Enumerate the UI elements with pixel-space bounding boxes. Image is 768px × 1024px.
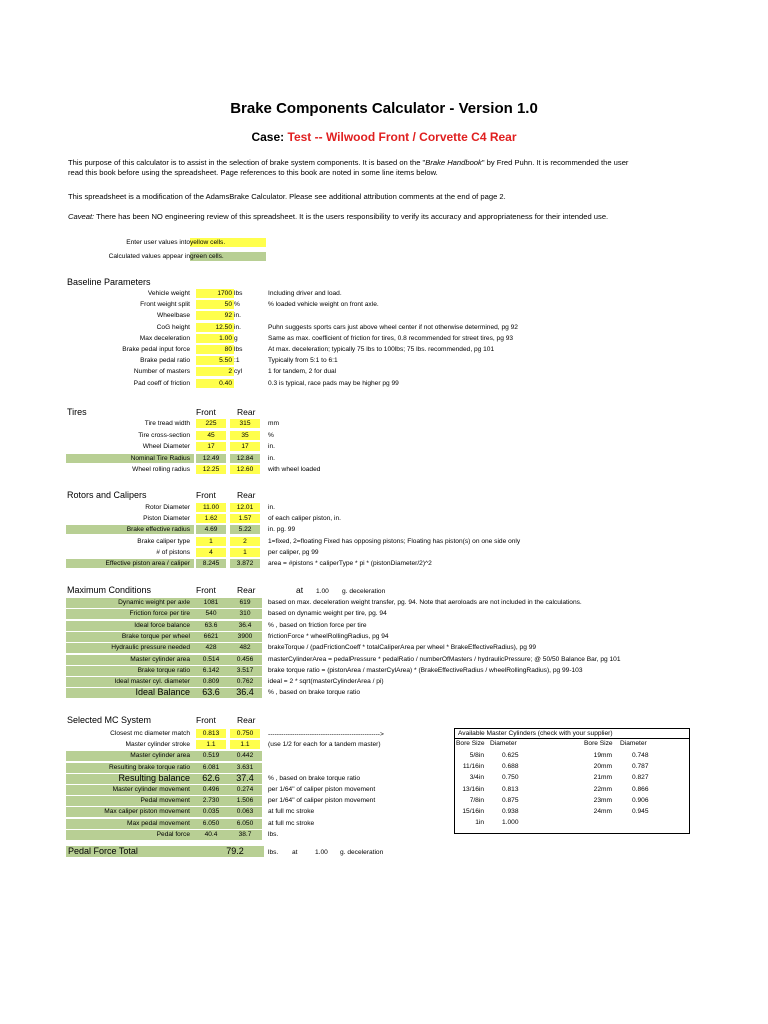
param-label: Max deceleration [139,334,190,342]
rotors-rear-header: Rear [237,490,256,500]
mc-bore-left: 15/16in [462,808,484,815]
maxcond-front-value: 428 [205,644,217,652]
mc-table-title: Available Master Cylinders (check with your supplier) [458,730,613,737]
param-note: Puhn suggests sports cars just above wheel center if not otherwise determined, pg 92 [268,323,518,331]
param-note: 0.3 is typical, race pads may be higher pg 99 [268,379,399,387]
mc-dia-left: 0.938 [502,808,519,815]
param-label: Brake pedal ratio [140,357,190,365]
mc-header-bore-left: Bore Size [456,740,485,747]
param-note: % loaded vehicle weight on front axle. [268,301,379,309]
caveat-text: There has been NO engineering review of this spreadsheet. It is the users responsibility to verify its accuracy and appropriateness for their intended use. [94,212,609,221]
param-unit: cyl [234,368,243,376]
selected-rear-header: Rear [237,715,256,725]
maxcond-note: based on max. deceleration weight transfer, pg. 94. Note that aeroloads are not included in the calculations. [268,599,582,606]
tire-label: Tire cross-section [138,431,190,439]
param-unit: in. [234,323,241,331]
tire-unit: in. [268,443,275,450]
tire-rear-value: 12.84 [230,454,260,463]
maxcond-decel-unit: g. deceleration [342,588,386,595]
maxcond-label: Brake torque ratio [137,666,190,674]
param-unit: % [234,301,240,309]
case-value: Test -- Wilwood Front / Corvette C4 Rear [287,130,517,144]
mc-bore-left: 3/4in [469,774,484,782]
rotors-heading: Rotors and Calipers [67,490,147,500]
caveat-paragraph [68,212,608,222]
param-note: Typically from 5:1 to 6:1 [268,357,338,365]
mc-dia-left: 0.750 [502,774,519,782]
maxcond-rear-value: 36.4 [238,621,252,629]
mc-bore-left: 11/16in [462,763,484,771]
mc-header-bore-right: Bore Size [584,740,613,747]
maxcond-note: % , based on friction force per tire [268,621,367,629]
maxcond-rear-header: Rear [237,585,256,595]
rotor-label: Piston Diameter [143,515,190,523]
maxcond-front-header: Front [196,585,216,595]
maxcond-label: Master cylinder area [130,655,190,663]
param-note: 1 for tandem, 2 for dual [268,368,337,376]
maxcond-front-value: 63.6 [204,621,218,629]
param-label: Number of masters [133,368,190,376]
maxcond-front-value: 6.142 [202,666,220,674]
rotor-front-value: 4 [196,548,226,557]
rotor-rear-value: 12.01 [230,503,260,512]
mc-header-dia-left: Diameter [490,740,517,747]
maxcond-rear-value: 3900 [237,632,253,640]
rotor-rear-value: 2 [230,537,260,546]
tire-label: Wheel Diameter [142,443,190,450]
param-label: Front weight split [140,301,190,309]
pedal-total-at: at [292,849,298,856]
selected-rear-value: 3.631 [230,763,260,772]
param-label: CoG height [156,323,190,331]
selected-front-value: 0.519 [196,751,226,760]
selected-note: per 1/64" of caliper piston movement [268,797,376,805]
rotor-unit: 1=fixed, 2=floating Fixed has opposing pistons; Floating has piston(s) on one side only [268,537,521,545]
selected-rear-value: 37.4 [230,774,260,783]
mc-bore-left: 7/8in [469,796,484,804]
selected-front-value: 6.050 [196,819,226,828]
selected-heading: Selected MC System [67,715,152,725]
param-value: 12.50 [196,323,234,332]
rotor-front-value: 11.00 [196,503,226,512]
param-note: Including driver and load. [268,290,342,297]
mc-bore-right: 20mm [593,763,612,771]
intro-text-b: " by Fred Puhn. It is recommended the user [481,158,629,167]
tire-unit: in. [268,454,275,462]
selected-note: per 1/64" of caliper piston movement [268,786,376,793]
selected-label: Closest mc diameter match [110,730,190,737]
maxcond-front-value: 0.514 [202,655,220,663]
mc-dia-left: 0.625 [502,752,519,759]
selected-rear-value: 0.274 [230,785,260,794]
rotor-label: # of pistons [156,548,190,556]
maxcond-note: masterCylinderArea = pedalPressure * pedalRatio / numberOfMasters / hydraulicPressure; @ 50/50 Balance Bar, pg 101 [268,655,621,663]
tire-label: Nominal Tire Radius [130,454,190,462]
maxcond-note: brakeTorque / (padFrictionCoeff * totalCaliperArea per wheel * BrakeEffectiveRadius), pg 99 [268,644,537,652]
selected-rear-value: 0.063 [230,807,260,816]
rotor-rear-value: 3.872 [230,559,260,568]
rotors-front-header: Front [196,490,216,500]
rotor-label: Brake caliper type [137,537,190,545]
maxcond-rear-value: 619 [239,599,251,606]
mc-dia-left: 0.688 [502,763,519,771]
legend-green-cell: green cells. [190,252,266,261]
maxcond-note: % , based on brake torque ratio [268,689,361,697]
param-note: At max. deceleration; typically 75 lbs to 100lbs; 75 lbs. recommended, pg 101 [268,346,495,353]
selected-label: Pedal force [156,830,190,838]
selected-note: lbs. [268,830,279,838]
selected-label: Max pedal movement [126,819,190,827]
maxcond-front-value: 0.809 [202,678,220,686]
param-unit: lbs [234,290,243,297]
maxcond-rear-value: 0.456 [236,655,254,663]
selected-front-value: 2.730 [196,796,226,805]
mc-table-divider [454,738,690,739]
param-value: 1.00 [196,334,234,343]
maxcond-note: ideal = 2 * sqrt(masterCylinderArea / pi) [268,678,384,686]
mc-dia-right: 0.827 [632,774,649,782]
tire-rear-value: 17 [230,442,260,451]
param-note: Same as max. coefficient of friction for tires, 0.8 recommended for street tires, pg 93 [268,334,514,342]
rotor-rear-value: 5.22 [230,525,260,534]
caveat-label: Caveat: [68,212,95,221]
tires-front-header: Front [196,407,216,417]
selected-note: % , based on brake torque ratio [268,774,361,782]
mc-dia-right: 0.945 [632,808,649,815]
intro-text-a: This purpose of this calculator is to assist in the selection of brake system components. It is based on the " [68,158,426,167]
param-unit: :1 [234,357,240,365]
tire-front-value: 12.49 [196,454,226,463]
legend-yellow-cell: yellow cells. [190,238,266,247]
maxcond-rear-value: 310 [239,610,251,618]
tire-front-value: 17 [196,442,226,451]
mc-dia-right: 0.866 [632,785,649,793]
selected-label: Max caliper piston movement [104,808,190,816]
param-value: 0.40 [196,379,234,388]
rotor-front-value: 8.245 [196,559,226,568]
param-value: 80 [196,345,234,354]
maxcond-rear-value: 36.4 [236,687,254,698]
case-line [0,130,768,144]
mc-dia-left: 1.000 [502,819,519,827]
rotor-front-value: 1 [196,537,226,546]
selected-rear-value: 0.442 [230,751,260,760]
rotor-unit: of each caliper piston, in. [268,515,341,523]
mc-bore-right: 23mm [593,796,612,804]
maxcond-front-value: 63.6 [202,687,220,698]
mc-dia-right: 0.748 [632,752,649,759]
maxcond-label: Ideal master cyl. diameter [114,678,190,686]
tires-rear-header: Rear [237,407,256,417]
attribution-paragraph: This spreadsheet is a modification of the AdamsBrake Calculator. Please see additional attribution comments at the end of page 2. [68,192,506,201]
tire-label: Tire tread width [144,420,190,427]
selected-front-value: 0.035 [196,807,226,816]
maxcond-at: at [296,585,304,595]
selected-label: Resulting balance [118,772,190,783]
book-title: Brake Handbook [425,158,482,167]
mc-dia-left: 0.875 [502,796,519,804]
page-title: Brake Components Calculator - Version 1.0 [230,100,538,117]
mc-dia-left: 0.813 [502,785,519,793]
selected-rear-value: 6.050 [230,819,260,828]
maxcond-label: Hydraulic pressure needed [111,644,190,652]
selected-note: at full mc stroke [268,819,315,827]
tire-front-value: 225 [196,419,226,428]
selected-note: at full mc stroke [268,808,315,816]
selected-label: Master cylinder stroke [125,741,190,749]
mc-bore-right: 22mm [593,785,612,793]
rotor-rear-value: 1 [230,548,260,557]
rotor-label: Rotor Diameter [145,504,190,511]
selected-front-value: 0.496 [196,785,226,794]
case-label: Case: [251,130,285,144]
maxcond-rear-value: 3.517 [236,666,254,674]
maxcond-front-value: 540 [205,610,217,618]
pedal-total-value: 79.2 [226,846,244,856]
rotor-front-value: 4.69 [196,525,226,534]
pedal-total-decel-unit: g. deceleration [340,849,384,856]
param-unit: in. [234,312,241,320]
mc-bore-right: 24mm [593,808,612,815]
selected-front-value: 0.813 [196,729,226,738]
selected-rear-value: 1.506 [230,796,260,805]
param-value: 50 [196,300,234,309]
selected-front-value: 62.6 [196,774,226,783]
param-label: Brake pedal input force [122,346,190,353]
maxcond-label: Friction force per tire [129,610,190,618]
pedal-total-label: Pedal Force Total [68,846,138,856]
maxcond-rear-value: 0.762 [236,678,254,686]
maxcond-label: Ideal Balance [135,687,190,698]
selected-label: Resulting brake torque ratio [108,763,190,771]
maxcond-label: Dynamic weight per axle [118,599,190,606]
selected-front-header: Front [196,715,216,725]
rotor-label: Brake effective radius [126,526,190,534]
selected-rear-value: 0.750 [230,729,260,738]
selected-front-value: 1.1 [196,740,226,749]
maxcond-front-value: 6621 [203,632,219,640]
tire-rear-value: 315 [230,419,260,428]
legend-enter-label: Enter user values into [126,239,190,246]
rotor-label: Effective piston area / caliper [105,560,190,567]
param-value: 92 [196,311,234,320]
mc-bore-right: 21mm [593,774,612,782]
mc-bore-left: 13/16in [462,785,484,793]
tire-label: Wheel rolling radius [132,466,190,473]
mc-dia-right: 0.787 [632,763,649,771]
maxcond-front-value: 1081 [203,599,219,606]
param-value: 2 [196,367,234,376]
maxcond-note: frictionForce * wheelRollingRadius, pg 94 [268,632,389,640]
mc-header-dia-right: Diameter [620,740,647,747]
pedal-total-decel: 1.00 [315,849,328,856]
param-value: 5.50 [196,356,234,365]
param-unit: g [234,334,238,342]
mc-dia-right: 0.906 [632,796,649,804]
intro-paragraph [68,158,628,178]
selected-label: Master cylinder movement [112,786,190,793]
maxcond-note: brake torque ratio = (pistonArea / masterCylArea) * (BrakeEffectiveRadius / wheelRollingRadius), pg 99-103 [268,666,583,674]
tire-unit: mm [268,420,279,427]
tire-unit: % [268,431,274,439]
tire-rear-value: 12.60 [230,465,260,474]
maxcond-note: based on dynamic weight per tire, pg. 94 [268,610,387,618]
tire-front-value: 12.25 [196,465,226,474]
mc-bore-left: 5/8in [469,752,484,759]
intro-text-line2: read this book before using the spreadsheet. Page references to this book are noted in some line items below. [68,168,438,177]
rotor-unit: in. [268,504,275,511]
selected-note: (use 1/2 for each for a tandem master) [268,741,381,749]
maxcond-rear-value: 482 [239,644,251,652]
selected-arrow: ---------------------------------------------------> [268,731,384,738]
param-label: Wheelbase [157,312,190,320]
tires-heading: Tires [67,407,87,417]
rotor-rear-value: 1.57 [230,514,260,523]
tire-unit: with wheel loaded [268,466,321,473]
selected-front-value: 6.081 [196,763,226,772]
rotor-unit: in. pg. 99 [268,526,296,534]
maxcond-decel-value: 1.00 [316,588,329,595]
maxcond-heading: Maximum Conditions [67,585,152,595]
pedal-total-unit: lbs. [268,849,279,856]
selected-rear-value: 38.7 [230,830,260,839]
mc-bore-left: 1in [475,819,484,827]
tire-front-value: 45 [196,431,226,440]
rotor-unit: per caliper, pg 99 [268,548,319,556]
rotor-front-value: 1.62 [196,514,226,523]
maxcond-label: Ideal force balance [134,621,190,629]
param-unit: lbs [234,346,243,353]
param-label: Pad coeff of friction [133,379,190,387]
selected-rear-value: 1.1 [230,740,260,749]
param-label: Vehicle weight [147,290,190,297]
selected-label: Master cylinder area [130,752,190,760]
selected-label: Pedal movement [140,797,190,805]
tire-rear-value: 35 [230,431,260,440]
rotor-unit: area = #pistons * caliperType * pi * (pistonDiameter/2)^2 [268,560,432,567]
selected-front-value: 40.4 [196,830,226,839]
maxcond-label: Brake torque per wheel [121,632,190,640]
baseline-heading: Baseline Parameters [67,277,151,287]
param-value: 1700 [196,289,234,298]
legend-calc-label: Calculated values appear in [108,253,190,260]
mc-bore-right: 19mm [593,752,612,759]
